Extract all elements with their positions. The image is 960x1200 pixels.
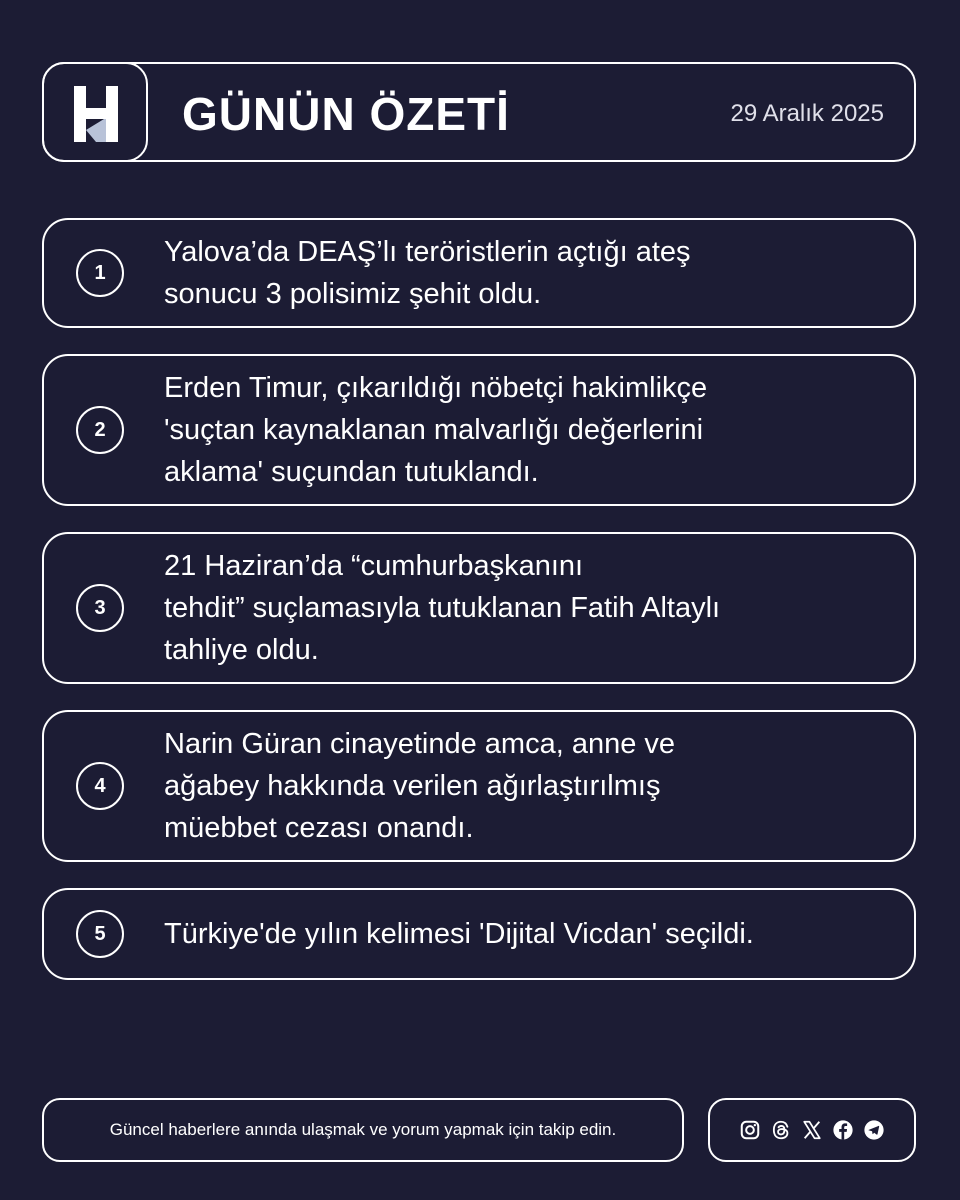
news-text-line: sonucu 3 polisimiz şehit oldu. bbox=[164, 278, 542, 310]
news-number-badge: 4 bbox=[76, 762, 124, 810]
news-text bbox=[164, 545, 884, 671]
facebook-icon[interactable] bbox=[831, 1118, 855, 1142]
logo-box bbox=[42, 62, 148, 162]
news-text-line: Türkiye'de yılın kelimesi 'Dijital Vicdan' seçildi. bbox=[164, 918, 754, 950]
news-text-line: Erden Timur, çıkarıldığı nöbetçi hakimlikçe bbox=[164, 372, 708, 404]
follow-message: Güncel haberlere anında ulaşmak ve yorum yapmak için takip edin. bbox=[42, 1098, 684, 1162]
news-text-line: tahliye oldu. bbox=[164, 634, 319, 666]
instagram-icon[interactable] bbox=[738, 1118, 762, 1142]
threads-icon[interactable] bbox=[769, 1118, 793, 1142]
news-text-line: müebbet cezası onandı. bbox=[164, 812, 474, 844]
news-item bbox=[42, 888, 916, 980]
header-bar bbox=[42, 62, 916, 162]
news-text-line: 21 Haziran’da “cumhurbaşkanını bbox=[164, 550, 584, 582]
date-label: 29 Aralık 2025 bbox=[730, 100, 884, 127]
news-text bbox=[164, 723, 884, 849]
news-text-line: 'suçtan kaynaklanan malvarlığı değerlerini bbox=[164, 414, 704, 446]
news-number-badge: 1 bbox=[76, 249, 124, 297]
news-text bbox=[164, 367, 884, 493]
news-text bbox=[164, 913, 884, 955]
news-text-line: tehdit” suçlamasıyla tutuklanan Fatih Altaylı bbox=[164, 592, 721, 624]
news-item bbox=[42, 218, 916, 328]
news-item bbox=[42, 354, 916, 506]
social-links bbox=[708, 1098, 916, 1162]
news-number-badge: 2 bbox=[76, 406, 124, 454]
page-title: GÜNÜN ÖZETİ bbox=[182, 88, 510, 140]
telegram-icon[interactable] bbox=[862, 1118, 886, 1142]
news-text-line: Narin Güran cinayetinde amca, anne ve bbox=[164, 728, 676, 760]
news-number-badge: 3 bbox=[76, 584, 124, 632]
h-letter-logo-icon bbox=[74, 86, 120, 142]
news-text-line: Yalova’da DEAŞ’lı teröristlerin açtığı ateş bbox=[164, 236, 691, 268]
news-item bbox=[42, 710, 916, 862]
x-icon[interactable] bbox=[800, 1118, 824, 1142]
news-text bbox=[164, 231, 884, 315]
news-number-badge: 5 bbox=[76, 910, 124, 958]
news-text-line: aklama' suçundan tutuklandı. bbox=[164, 456, 539, 488]
news-text-line: ağabey hakkında verilen ağırlaştırılmış bbox=[164, 770, 661, 802]
news-item bbox=[42, 532, 916, 684]
